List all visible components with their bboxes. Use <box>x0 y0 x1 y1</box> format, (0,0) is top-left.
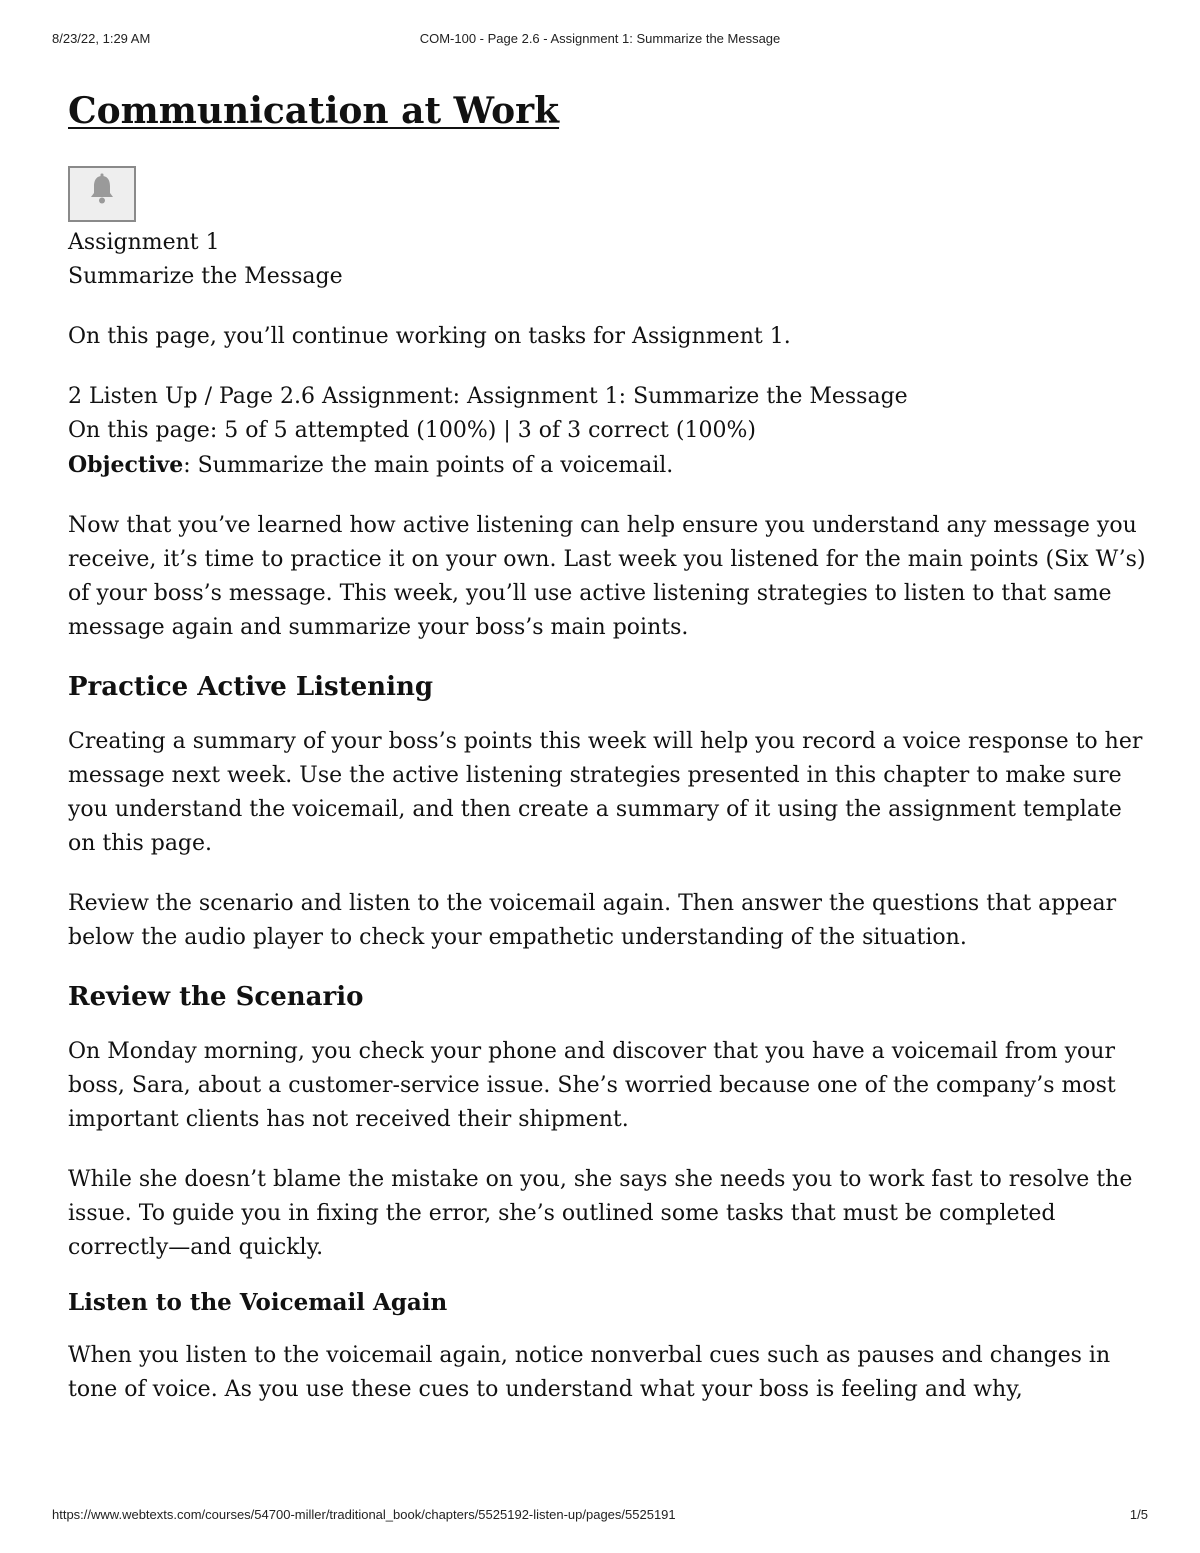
notification-button[interactable] <box>68 166 136 222</box>
print-url: https://www.webtexts.com/courses/54700-miller/traditional_book/chapters/5525192-listen-up/pages/5525191 <box>52 1507 676 1522</box>
practice-paragraph: Creating a summary of your boss’s points this week will help you record a voice response to her message next week. Use the active listening strategies presented in this chapter to make sure you understand the voicemail, and then create a summary of it using the assignment template on this page. <box>68 729 1143 856</box>
instructions-paragraph: Review the scenario and listen to the voicemail again. Then answer the questions that appear below the audio player to check your empathetic understanding of the situation. <box>68 891 1117 950</box>
heading-practice-active-listening: Practice Active Listening <box>68 672 434 702</box>
heading-listen-voicemail: Listen to the Voicemail Again <box>68 1289 448 1316</box>
objective-label: Objective <box>68 452 184 478</box>
page-content <box>68 86 1148 1407</box>
heading-review-scenario: Review the Scenario <box>68 982 364 1012</box>
intro-text: On this page, you’ll continue working on tasks for Assignment 1. <box>68 324 791 349</box>
objective-text: : Summarize the main points of a voicemail. <box>183 453 674 478</box>
intro-paragraph: Now that you’ve learned how active listening can help ensure you understand any message you receive, it’s time to practice it on your own. Last week you listened for the main points (Six W’s) of your boss’s message. This week, you’ll use active listening strategies to listen to that same message again and summarize your boss’s main points. <box>68 513 1146 640</box>
page-title: Communication at Work <box>68 90 560 132</box>
scenario-paragraph-1: On Monday morning, you check your phone and discover that you have a voicemail from your boss, Sara, about a customer-service issue. She’s worried because one of the company’s most important clients has not received their shipment. <box>68 1039 1116 1132</box>
voicemail-paragraph: When you listen to the voicemail again, notice nonverbal cues such as pauses and changes in tone of voice. As you use these cues to understand what your boss is feeling and why, <box>68 1343 1111 1402</box>
assignment-label: Assignment 1 <box>68 230 220 255</box>
bell-icon <box>87 173 117 216</box>
assignment-meta <box>68 380 1148 483</box>
print-header <box>52 31 1148 49</box>
print-footer <box>52 1507 1148 1525</box>
assignment-name: Summarize the Message <box>68 264 343 289</box>
scenario-paragraph-2: While she doesn’t blame the mistake on you, she says she needs you to work fast to resolve the issue. To guide you in fixing the error, she’s outlined some tasks that must be completed correctly—and quickly. <box>68 1167 1133 1260</box>
objective <box>68 448 1148 483</box>
print-page-number: 1/5 <box>1129 1507 1148 1522</box>
print-title: COM-100 - Page 2.6 - Assignment 1: Summarize the Message <box>419 31 781 46</box>
breadcrumb: 2 Listen Up / Page 2.6 Assignment: Assignment 1: Summarize the Message <box>68 384 908 409</box>
progress-status: On this page: 5 of 5 attempted (100%) | 3 of 3 correct (100%) <box>68 418 756 443</box>
assignment-heading <box>68 226 1148 294</box>
print-datetime: 8/23/22, 1:29 AM <box>52 31 151 46</box>
